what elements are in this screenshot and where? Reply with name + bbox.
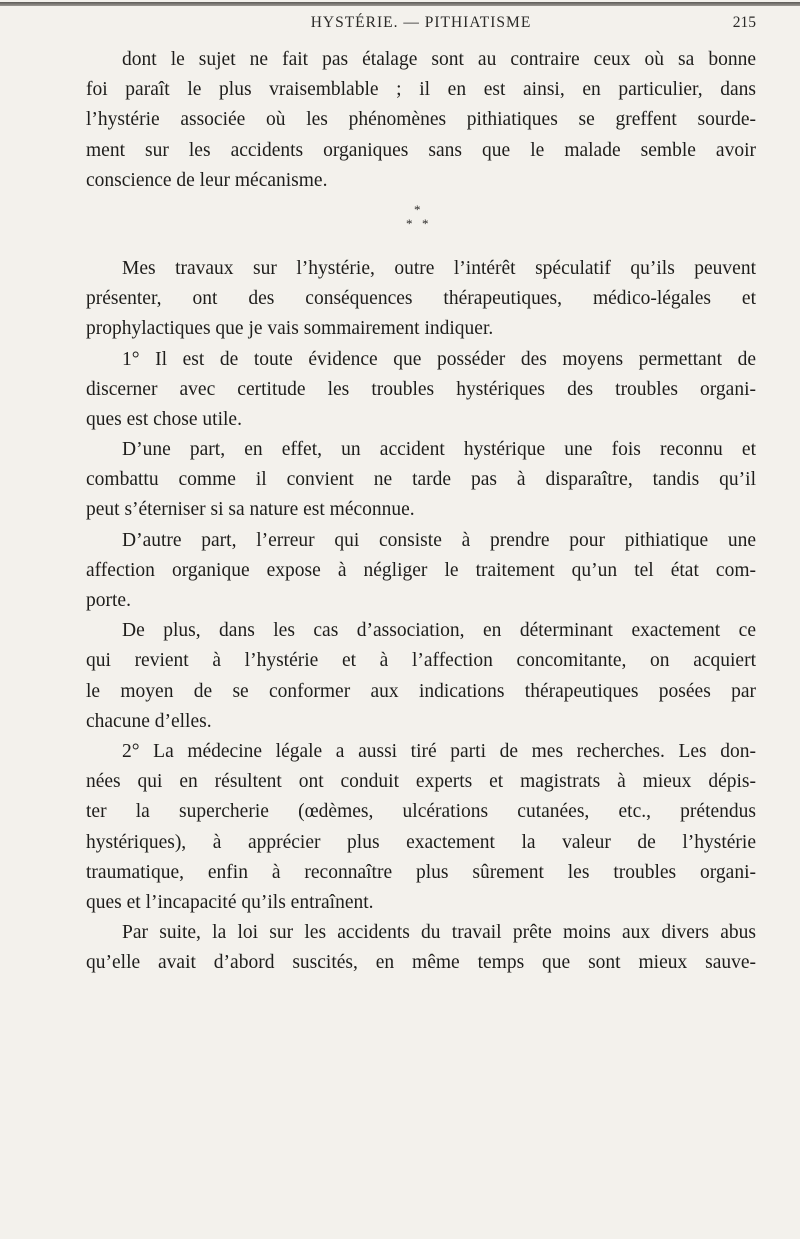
text-line: traumatique, enfin à reconnaître plus sûrement les troubles organi- xyxy=(86,861,756,883)
asterism-star: * xyxy=(406,215,413,231)
asterism-star: * xyxy=(422,215,429,231)
text-line: 1° Il est de toute évidence que posséder des moyens permettant de xyxy=(122,348,756,370)
text-line: nées qui en résultent ont conduit experts et magistrats à mieux dépis- xyxy=(86,771,756,793)
text-line: D’une part, en effet, un accident hystérique une fois reconnu et xyxy=(122,439,756,461)
text-line: ques est chose utile. xyxy=(86,408,242,430)
text-line: le moyen de se conformer aux indications thérapeutiques posées par xyxy=(86,680,756,702)
text-line: qu’elle avait d’abord suscités, en même temps que sont mieux sauve- xyxy=(86,952,756,974)
text-line: prophylactiques que je vais sommairement indiquer. xyxy=(86,318,494,340)
page-header xyxy=(86,14,756,38)
text-line: ment sur les accidents organiques sans que le malade semble avoir xyxy=(86,139,756,161)
text-line: Mes travaux sur l’hystérie, outre l’intérêt spéculatif qu’ils peuvent xyxy=(122,257,756,279)
page-number: 215 xyxy=(732,14,756,31)
text-line: De plus, dans les cas d’association, en déterminant exactement ce xyxy=(122,620,756,642)
text-line: 2° La médecine légale a aussi tiré parti de mes recherches. Les don- xyxy=(122,740,756,762)
text-line: qui revient à l’hystérie et à l’affection concomitante, on acquiert xyxy=(86,650,756,672)
section-asterism xyxy=(86,196,756,254)
text-line: présenter, ont des conséquences thérapeutiques, médico-légales et xyxy=(86,288,756,310)
top-border-rule xyxy=(0,2,800,6)
text-line: D’autre part, l’erreur qui consiste à prendre pour pithiatique une xyxy=(122,529,756,551)
text-line: Par suite, la loi sur les accidents du travail prête moins aux divers abus xyxy=(122,922,756,944)
text-line: foi paraît le plus vraisemblable ; il en est ainsi, en particulier, dans xyxy=(86,79,756,101)
text-line: dont le sujet ne fait pas étalage sont au contraire ceux où sa bonne xyxy=(122,49,756,70)
text-line: ter la supercherie (œdèmes, ulcérations cutanées, etc., prétendus xyxy=(86,801,756,823)
running-title: HYSTÉRIE. — PITHIATISME xyxy=(310,14,532,31)
page-body xyxy=(86,45,756,978)
text-line: hystériques), à apprécier plus exactement la valeur de l’hystérie xyxy=(86,831,756,853)
text-line: porte. xyxy=(86,590,131,611)
text-line: affection organique expose à négliger le traitement qu’un tel état com- xyxy=(86,559,756,581)
text-line: combattu comme il convient ne tarde pas à disparaître, tandis qu’il xyxy=(86,469,756,491)
text-line: l’hystérie associée où les phénomènes pithiatiques se greffent sourde- xyxy=(86,109,756,131)
text-line: chacune d’elles. xyxy=(86,710,212,732)
text-line: discerner avec certitude les troubles hystériques des troubles organi- xyxy=(86,378,756,400)
text-line: ques et l’incapacité qu’ils entraînent. xyxy=(86,891,374,913)
asterism-star: * xyxy=(414,201,421,217)
text-line: conscience de leur mécanisme. xyxy=(86,169,328,191)
text-line: peut s’éterniser si sa nature est méconnue. xyxy=(86,499,415,521)
